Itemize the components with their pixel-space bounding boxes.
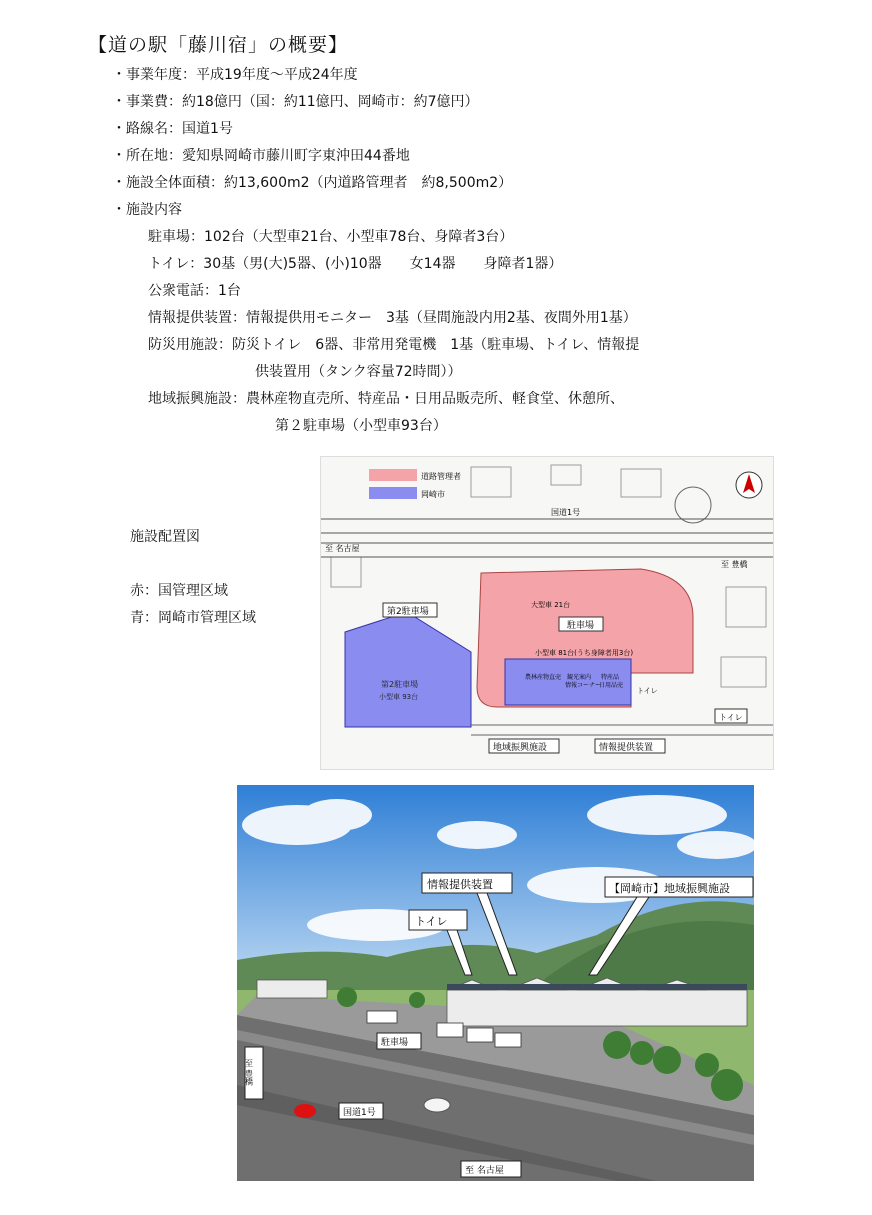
- map-farm-store: 農林産物直売: [525, 674, 562, 681]
- photo-to-toyohashi-label: 至 豊橋: [244, 1059, 254, 1086]
- layout-caption: [130, 524, 256, 632]
- layout-title: 施設配置図: [130, 529, 200, 545]
- map-to-toyohashi: 至 豊橋: [721, 560, 748, 569]
- facility-toilet: トイレ：30基（男(大)5器、(小)10器 女14器 身障者1器）: [148, 256, 563, 272]
- map-specialty: 特産品: [601, 674, 620, 681]
- site-plan-map: [320, 456, 774, 770]
- overview-list: [112, 62, 639, 440]
- legend-red-text: 赤：国管理区域: [130, 583, 228, 599]
- map-large-cars: 大型車 21台: [531, 601, 571, 609]
- map-daily-goods: 日用品売: [599, 682, 624, 689]
- map-toilet: トイレ: [637, 687, 658, 695]
- facility-phone: 公衆電話：1台: [148, 283, 241, 299]
- legend-red-label: 道路管理者: [421, 472, 461, 481]
- map-parking-main: 駐車場: [567, 621, 595, 631]
- photo-parking-label: 駐車場: [381, 1038, 409, 1048]
- facility-disaster-cont: 供装置用（タンク容量72時間））: [255, 364, 462, 380]
- photo-regional-label: 【岡崎市】地域振興施設: [609, 882, 730, 895]
- map-toilet-ext: トイレ: [719, 713, 743, 722]
- map-regional-facility: 地域振興施設: [493, 743, 548, 753]
- photo-info-device-label: 情報提供装置: [427, 878, 493, 891]
- map-parking2-label: 第2駐車場: [387, 607, 429, 617]
- map-info-device: 情報提供装置: [599, 743, 654, 753]
- list-item: ・事業年度：平成19年度～平成24年度: [112, 67, 358, 83]
- facility-parking: 駐車場：102台（大型車21台、小型車78台、身障者3台）: [148, 229, 514, 245]
- legend-red-swatch: [369, 469, 417, 481]
- legend-blue-swatch: [369, 487, 417, 499]
- map-parking2-count: 小型車 93台: [379, 693, 419, 701]
- rendering-illustration: [237, 785, 754, 1181]
- list-item: ・施設内容: [112, 202, 182, 218]
- map-route-label: 国道1号: [551, 508, 581, 517]
- page-title: 【道の駅「藤川宿」の概要】: [88, 34, 349, 56]
- list-item: ・路線名：国道1号: [112, 121, 233, 137]
- photo-toilet-label: トイレ: [415, 915, 448, 928]
- list-item: ・施設全体面積：約13,600m2（内道路管理者 約8,500m2）: [112, 175, 513, 191]
- facility-regional: 地域振興施設：農林産物直売所、特産品・日用品販売所、軽食堂、休憩所、: [148, 391, 624, 407]
- photo-route-label: 国道1号: [343, 1108, 376, 1118]
- map-to-nagoya: 至 名古屋: [325, 544, 360, 553]
- legend-blue-text: 青：岡崎市管理区域: [130, 610, 256, 626]
- photo-to-nagoya-label: 至 名古屋: [465, 1166, 504, 1176]
- legend-blue-label: 岡崎市: [421, 490, 445, 499]
- map-tourist-info: 観光案内: [567, 674, 592, 681]
- facility-regional-cont: 第２駐車場（小型車93台）: [275, 418, 447, 434]
- list-item: ・所在地：愛知県岡崎市藤川町字東沖田44番地: [112, 148, 410, 164]
- map-small-cars: 小型車 81台(うち身障者用3台): [535, 649, 634, 657]
- facility-disaster: 防災用施設：防災トイレ 6器、非常用発電機 1基（駐車場、トイレ、情報提: [148, 337, 640, 353]
- map-parking2-inner: 第2駐車場: [381, 680, 419, 689]
- map-info-corner: 情報コーナー: [565, 682, 602, 689]
- facility-info: 情報提供装置：情報提供用モニター 3基（昼間施設内用2基、夜間外用1基）: [148, 310, 637, 326]
- list-item: ・事業費：約18億円（国：約11億円、岡崎市：約7億円）: [112, 94, 479, 110]
